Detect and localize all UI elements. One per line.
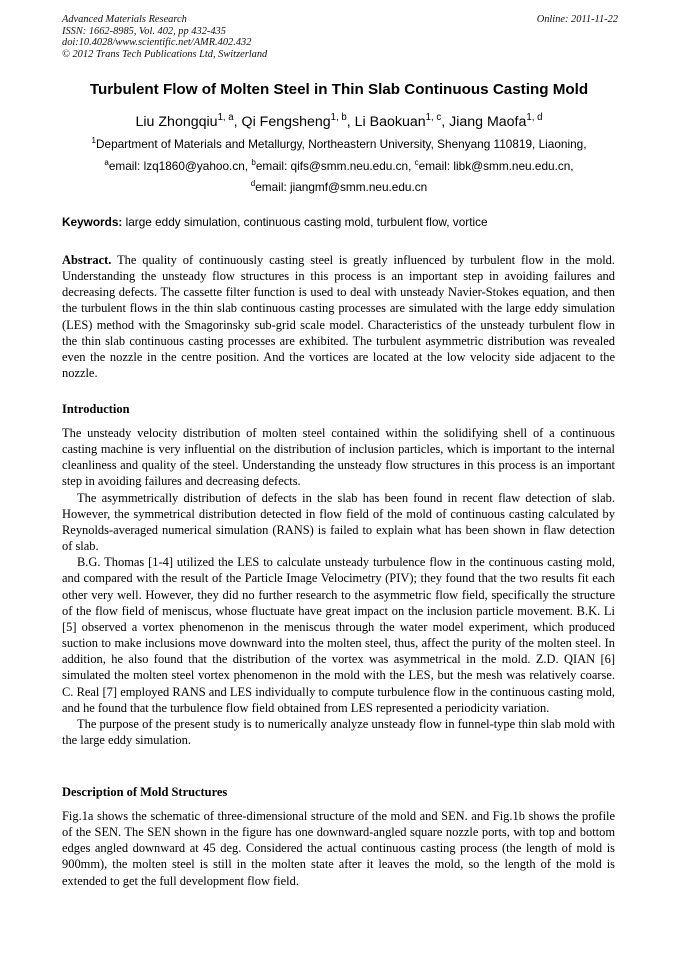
online-date: Online: 2011-11-22 <box>536 14 618 25</box>
author-separator: , <box>346 114 355 130</box>
author <box>136 114 242 130</box>
journal-name: Advanced Materials Research <box>62 14 187 25</box>
email-line <box>40 180 638 195</box>
paragraph: B.G. Thomas [1-4] utilized the LES to calculate unsteady turbulence flow in the continuous casting mold, and compared with the result of the Particle Image Velocimetry (PIV); they found that the two results fit each other very well. However, they did no further research to the asymmetric flow field, specifically the structure of the flow field of meniscus, whose fluctuate have great impact on the inclusion particle movement. B.K. Li [5] observed a vortex phenomenon in the meniscus through the water model experiment, which produced suction to make inclusions move downward into the molten steel, thus, affect the purity of the molten steel. In addition, he also found that the distribution of the vortex was asymmetrical in the mold. Z.D. QIAN [6] simulated the molten steel vortex phenomenon in the mold with the LES, but the mesh was relatively coarse. C. Real [7] employed RANS and LES individually to compute turbulence flow in the continuous casting mold, and he found that the turbulence flow field obtained from LES represented a periodicity variation. <box>62 555 615 715</box>
author-affiliation-mark: 1, a <box>217 112 234 124</box>
email-c: email: libk@smm.neu.edu.cn, <box>418 159 574 173</box>
keywords-label: Keywords: <box>62 215 123 229</box>
abstract-text: The quality of continuously casting steel is greatly influenced by turbulent flow in the mold. Understanding the unsteady flow structures in this process is an important step in avoiding failures and decreasing defects. The cassette filter function is used to deal with unsteady Navier-Stokes equation, and then the turbulent flows in the thin slab continuous casting processes are simulated with the large eddy simulation (LES) method with the Smagorinsky sub-grid scale model. Characteristics of the unsteady turbulent flow in the thin slab continuous casting processes are exhibited. The turbulent asymmetric distribution was revealed even the nozzle in the centre position. And the vortices are located at the low velocity side adjacent to the nozzle. <box>62 253 615 381</box>
author-name: Liu Zhongqiu <box>135 114 218 130</box>
affiliation-mark: 1 <box>91 136 96 146</box>
section-heading-mold-structures: Description of Mold Structures <box>62 785 228 799</box>
affiliation-text: Department of Materials and Metallurgy, Northeastern University, Shenyang 110819, Liaoning, <box>95 137 587 151</box>
author-name: Jiang Maofa <box>449 114 527 130</box>
paragraph: The asymmetrically distribution of defects in the slab has been found in recent flaw detection of slab. However, the symmetrical distribution detected in flow field of the mold of continuous casting calculated by Reynolds-averaged numerical simulation (RANS) is failed to explain what has been shown in flaw detection of slab. <box>62 490 615 554</box>
email-line <box>40 159 638 174</box>
author <box>449 114 542 130</box>
section-heading-introduction: Introduction <box>62 402 130 416</box>
author-list <box>40 112 638 132</box>
email-b: email: qifs@smm.neu.edu.cn, <box>255 159 415 173</box>
author-affiliation-mark: 1, b <box>330 112 347 124</box>
paragraph: The purpose of the present study is to numerically analyze unsteady flow in funnel-type thin slab mold with the large eddy simulation. <box>62 716 615 747</box>
journal-doi: doi:10.4028/www.scientific.net/AMR.402.432 <box>62 37 252 49</box>
journal-header <box>62 14 618 60</box>
paragraph: Fig.1a shows the schematic of three-dimensional structure of the mold and SEN. and Fig.1b shows the profile of the SEN. The SEN shown in the figure has one downward-angled square nozzle ports, with top and bottom edges angled downward at 45 deg. Considered the actual continuous casting process (the length of mold is 900mm), the molten steel is still in the molten state after it leaves the mold, so the length of the mold is extended to get the full development flow field. <box>62 809 615 888</box>
author-affiliation-mark: 1, c <box>425 112 442 124</box>
keywords <box>62 215 622 230</box>
email-mark: d <box>250 179 256 189</box>
author-separator: , <box>441 114 450 130</box>
mold-structures-section <box>62 808 615 889</box>
abstract-label: Abstract. <box>62 253 112 267</box>
keywords-text: large eddy simulation, continuous casting mold, turbulent flow, vortice <box>122 215 488 229</box>
author <box>355 114 449 130</box>
email-mark: c <box>414 158 419 168</box>
email-d: email: jiangmf@smm.neu.edu.cn <box>255 180 428 194</box>
email-mark: b <box>251 158 256 168</box>
journal-copyright: © 2012 Trans Tech Publications Ltd, Switzerland <box>62 48 268 60</box>
email-mark: a <box>104 158 109 168</box>
email-a: email: lzq1860@yahoo.cn, <box>108 159 252 173</box>
author <box>242 114 355 130</box>
paper-title: Turbulent Flow of Molten Steel in Thin Slab Continuous Casting Mold <box>89 81 589 98</box>
abstract-section <box>62 252 615 381</box>
author-separator: , <box>233 114 242 130</box>
introduction-section <box>62 425 615 748</box>
affiliation <box>40 137 638 152</box>
author-affiliation-mark: 1, d <box>526 112 543 124</box>
author-name: Li Baokuan <box>354 114 426 130</box>
author-name: Qi Fengsheng <box>241 114 331 130</box>
journal-issn: ISSN: 1662-8985, Vol. 402, pp 432-435 <box>62 25 226 37</box>
paragraph: The unsteady velocity distribution of molten steel contained within the solidifying shell of a continuous casting machine is very influential on the distribution of inclusion particles, which is important to the internal cleanliness and quality of the steel. Understanding the unsteady flow structures in this process is an important step in avoiding failures and decreasing defects. <box>62 426 615 489</box>
